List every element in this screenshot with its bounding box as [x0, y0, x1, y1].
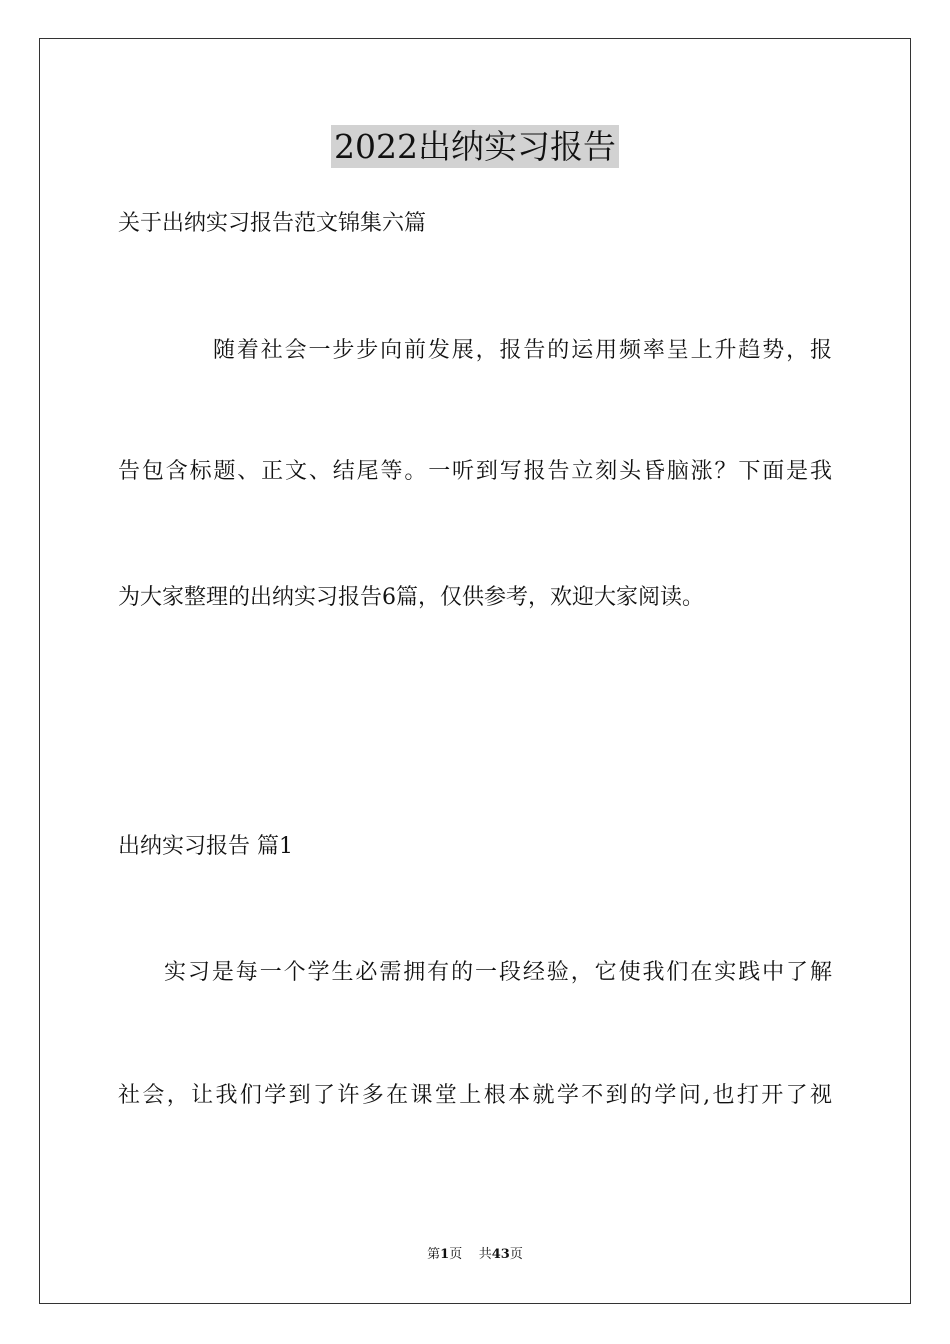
- intro-line-1: 随着社会一步步向前发展，报告的运用频率呈上升趋势，报: [213, 338, 832, 363]
- document-title: 2022出纳实习报告: [331, 125, 619, 168]
- page-prefix: 第: [427, 1247, 441, 1262]
- page-suffix: 页: [449, 1247, 463, 1262]
- intro-line-2: 告包含标题、正文、结尾等。一听到写报告立刻头昏脑涨？下面是我: [118, 459, 832, 484]
- document-subtitle: 关于出纳实习报告范文锦集六篇: [118, 211, 427, 236]
- total-pages: 43: [491, 1247, 510, 1262]
- page-footer: [0, 1246, 950, 1264]
- title-container: [0, 125, 950, 168]
- intro-line-3: 为大家整理的出纳实习报告6篇，仅供参考，欢迎大家阅读。: [118, 585, 704, 610]
- total-prefix: 共: [478, 1247, 492, 1262]
- body-line-1: 实习是每一个学生必需拥有的一段经验，它使我们在实践中了解: [164, 960, 832, 985]
- total-suffix: 页: [509, 1247, 523, 1262]
- section-heading: 出纳实习报告 篇1: [118, 834, 293, 859]
- body-line-2: 社会，让我们学到了许多在课堂上根本就学不到的学问,也打开了视: [118, 1083, 832, 1108]
- page-number: 1: [440, 1247, 450, 1262]
